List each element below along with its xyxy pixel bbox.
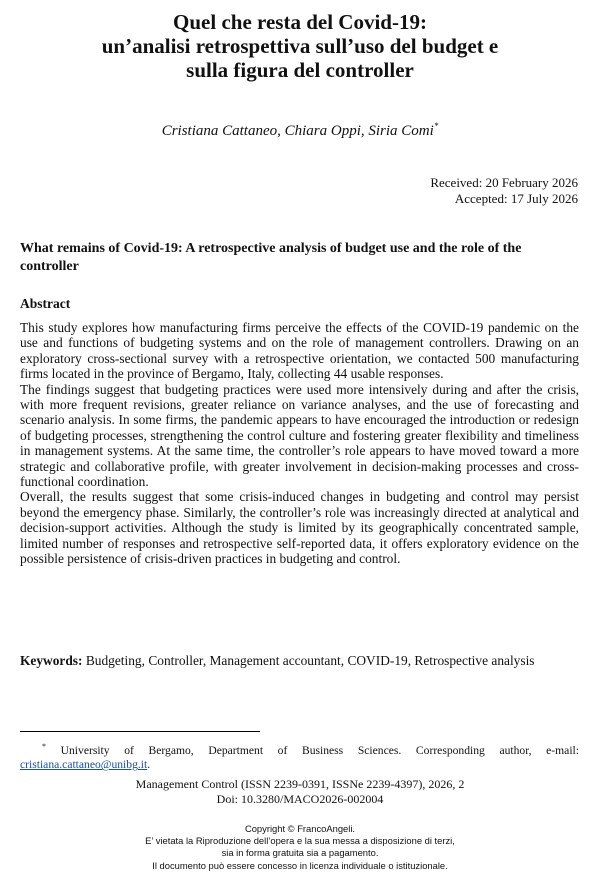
submission-dates (430, 175, 578, 207)
author-footnote-mark: * (433, 121, 439, 131)
footnote-mark: * (42, 742, 46, 751)
corresponding-email-link[interactable]: cristiana.cattaneo@unibg.it (20, 758, 148, 772)
title-line: sulla figura del controller (186, 58, 414, 82)
journal-info (20, 777, 580, 807)
title-line: un’analisi retrospettiva sull’uso del budget e (101, 34, 499, 58)
abstract-paragraph: This study explores how manufacturing firms perceive the effects of the COVID-19 pandemic on the use and functions of budgeting systems and on the role of management controllers. Drawing on an exploratory cross-sectional survey with a retrospective orientation, we contacted 500 manufacturing firms located in the province of Bergamo, Italy, collecting 44 usable responses. (20, 320, 579, 382)
author-list (20, 121, 580, 140)
journal-line: Management Control (ISSN 2239-0391, ISSNe 2239-4397), 2026, 2 (135, 777, 465, 791)
accepted-date: Accepted: 17 July 2026 (454, 191, 578, 206)
keywords (20, 653, 579, 669)
footnote-divider (20, 731, 260, 732)
received-date: Received: 20 February 2026 (430, 175, 578, 190)
abstract-paragraph: Overall, the results suggest that some crisis-induced changes in budgeting and control may persist beyond the emergency phase. Similarly, the controller’s role was increasingly directed at analytical and decision-support activities. Although the study is limited by its geographically concentrated sample, limited number of responses and retrospective self-reported data, it offers exploratory evidence on the possible persistence of crisis-driven practices in budgeting and control. (20, 489, 579, 567)
title-line: Quel che resta del Covid-19: (173, 10, 427, 34)
english-title: What remains of Covid-19: A retrospective analysis of budget use and the role of the controller (20, 241, 522, 274)
copyright-line: sia in forma gratuita sia a pagamento. (221, 847, 379, 859)
abstract-heading: Abstract (20, 296, 71, 311)
footnote-text: University of Bergamo, Department of Business Sciences. Corresponding author, e-mail: (46, 743, 579, 757)
affiliation-footnote (20, 740, 579, 773)
copyright-line: Copyright © FrancoAngeli. (244, 823, 356, 834)
authors-text: Cristiana Cattaneo, Chiara Oppi, Siria Comi (161, 123, 434, 139)
footnote-end: . (147, 758, 151, 772)
keywords-label: Keywords: (20, 653, 83, 668)
paper-title (20, 10, 580, 82)
copyright-line: Il documento può essere concesso in licenza individuale o istituzionale. (152, 859, 448, 871)
copyright-line: E’ vietata la Riproduzione dell’opera e la sua messa a disposizione di terzi, (145, 835, 455, 847)
abstract-body (20, 320, 579, 567)
keywords-text: Budgeting, Controller, Management accountant, COVID-19, Retrospective analysis (82, 653, 535, 668)
abstract-paragraph: The findings suggest that budgeting practices were used more intensively during and after the crisis, with more frequent revisions, greater reliance on variance analyses, and the use of forecasting and scenario analysis. In some firms, the pandemic appears to have encouraged the introduction or redesign of budgeting processes, strengthening the control culture and fostering greater flexibility and timeliness in management systems. At the same time, the controller’s role appears to have moved toward a more strategic and collaborative profile, with greater involvement in decision-making processes and cross-functional coordination. (20, 381, 579, 490)
doi-line: Doi: 10.3280/MACO2026-002004 (216, 792, 384, 806)
copyright-notice (20, 823, 580, 872)
